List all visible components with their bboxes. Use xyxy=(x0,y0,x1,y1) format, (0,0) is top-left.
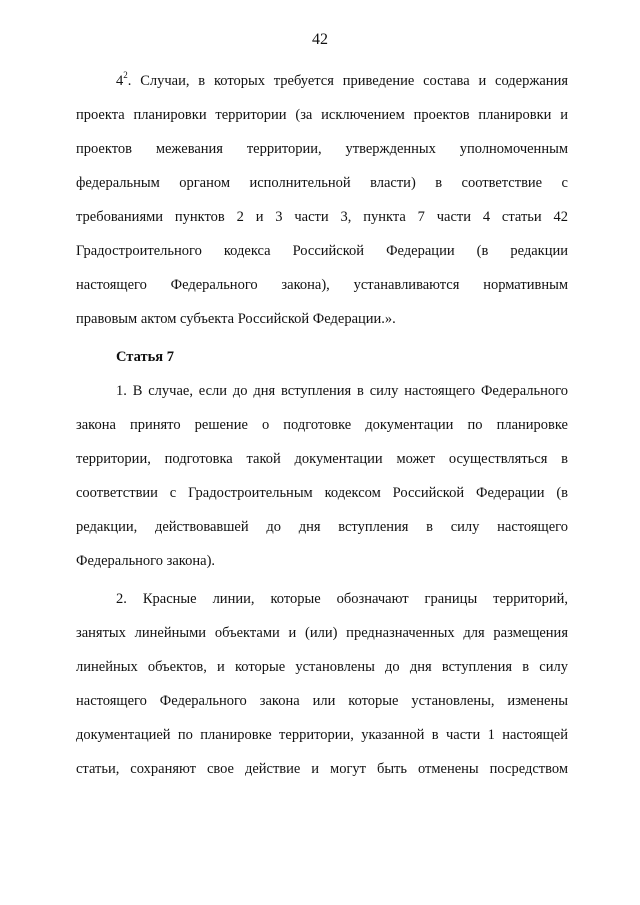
text-line: Федерального закона). xyxy=(76,553,216,569)
text-line: соответствии с Градостроительным кодексом Российской Федерации (в xyxy=(76,485,568,501)
text-line: настоящего Федерального закона или которые установлены, изменены xyxy=(76,693,568,709)
text-line: правовым актом субъекта Российской Федерации.». xyxy=(76,311,396,327)
page-number: 42 xyxy=(312,31,328,48)
text-line: закона принято решение о подготовке документации по планировке xyxy=(76,417,568,433)
text-line: проектов межевания территории, утвержденных уполномоченным xyxy=(76,141,568,157)
text-line: настоящего Федерального закона), устанавливаются нормативным xyxy=(76,277,568,293)
text-line: редакции, действовавшей до дня вступления в силу настоящего xyxy=(76,519,568,535)
text-line: требованиями пунктов 2 и 3 части 3, пункта 7 части 4 статьи 42 xyxy=(76,209,568,225)
clause-number: 4 xyxy=(116,73,124,89)
text-line: статьи, сохраняют свое действие и могут быть отменены посредством xyxy=(76,761,568,777)
paragraph-4-2 xyxy=(76,64,568,336)
document-body xyxy=(76,64,568,786)
article-heading: Статья 7 xyxy=(116,349,174,365)
text-line: документацией по планировке территории, указанной в части 1 настоящей xyxy=(76,727,568,743)
text-line: занятых линейными объектами и (или) предназначенных для размещения xyxy=(76,625,568,641)
clause-superscript: 2 xyxy=(123,70,128,81)
text-line: проекта планировки территории (за исключением проектов планировки и xyxy=(76,107,568,123)
paragraph-article-7-part-1 xyxy=(76,374,568,578)
text-line: линейных объектов, и которые установлены до дня вступления в силу xyxy=(76,659,568,675)
text-line: территории, подготовка такой документации может осуществляться в xyxy=(76,451,568,467)
text-line: $4^2$. Случаи, в которых требуется приведение состава и содержания xyxy=(116,70,568,89)
paragraph-article-7-part-2 xyxy=(76,582,568,786)
text-line: 1. В случае, если до дня вступления в силу настоящего Федерального xyxy=(116,383,568,399)
text-line: федеральным органом исполнительной власти) в соответствие с xyxy=(76,175,568,191)
text-line: Градостроительного кодекса Российской Федерации (в редакции xyxy=(76,243,568,259)
text-line: 2. Красные линии, которые обозначают границы территорий, xyxy=(116,591,568,607)
